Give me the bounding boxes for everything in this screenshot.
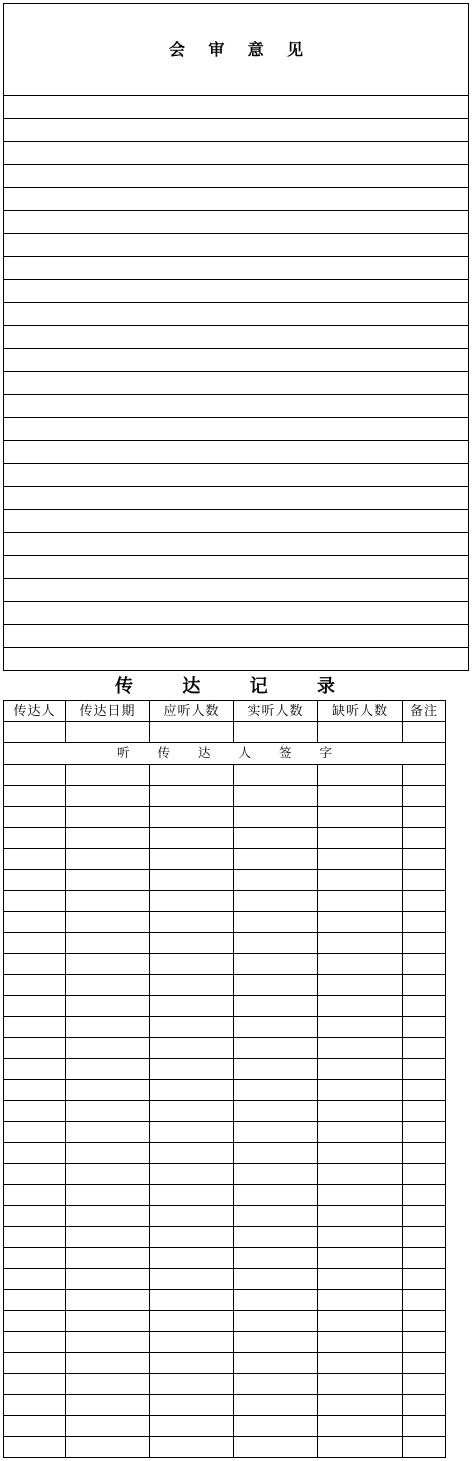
signature-cell — [150, 1227, 234, 1248]
signature-row — [4, 1395, 446, 1416]
signature-cell — [150, 1248, 234, 1269]
signature-cell — [66, 1269, 150, 1290]
signature-row — [4, 1416, 446, 1437]
signature-cell — [234, 1101, 318, 1122]
signature-cell — [66, 1059, 150, 1080]
spaced-char: 达 — [182, 676, 201, 697]
signature-cell — [4, 954, 66, 975]
review-blank-line — [4, 463, 468, 486]
review-blank-line — [4, 141, 468, 164]
signature-row — [4, 807, 446, 828]
signature-header-cell — [4, 743, 446, 765]
signature-cell — [318, 891, 403, 912]
signature-cell — [234, 954, 318, 975]
review-title — [169, 40, 303, 60]
review-blank-line — [4, 509, 468, 532]
signature-cell — [150, 786, 234, 807]
signature-cell — [66, 1080, 150, 1101]
signature-cell — [66, 1206, 150, 1227]
signature-cell — [318, 954, 403, 975]
signature-cell — [150, 1206, 234, 1227]
signature-cell — [403, 1248, 446, 1269]
review-blank-line — [4, 578, 468, 601]
signature-cell — [234, 1332, 318, 1353]
signature-row — [4, 996, 446, 1017]
signature-cell — [318, 849, 403, 870]
signature-cell — [66, 1017, 150, 1038]
spaced-char: 审 — [208, 40, 225, 59]
signature-cell — [403, 1269, 446, 1290]
signature-cell — [403, 1017, 446, 1038]
signature-cell — [403, 870, 446, 891]
signature-row — [4, 1437, 446, 1458]
signature-cell — [150, 1374, 234, 1395]
signature-row — [4, 1248, 446, 1269]
signature-cell — [66, 1395, 150, 1416]
signature-cell — [234, 1416, 318, 1437]
signature-cell — [403, 1395, 446, 1416]
signature-cell — [150, 870, 234, 891]
signature-cell — [318, 1185, 403, 1206]
signature-cell — [150, 765, 234, 786]
signature-cell — [318, 765, 403, 786]
signature-cell — [403, 1416, 446, 1437]
signature-cell — [234, 786, 318, 807]
signature-header-row — [4, 743, 446, 765]
review-blank-line — [4, 325, 468, 348]
signature-cell — [150, 1311, 234, 1332]
spaced-char: 录 — [316, 676, 335, 697]
review-blank-line — [4, 164, 468, 187]
signature-cell — [150, 807, 234, 828]
signature-cell — [318, 1206, 403, 1227]
signature-cell — [234, 1374, 318, 1395]
signature-cell — [403, 1080, 446, 1101]
signature-cell — [4, 891, 66, 912]
record-entry-cell — [150, 722, 234, 743]
column-header-remarks: 备注 — [403, 701, 446, 722]
signature-cell — [150, 1437, 234, 1458]
record-entry-cell — [234, 722, 318, 743]
signature-cell — [150, 1395, 234, 1416]
signature-cell — [234, 849, 318, 870]
signature-cell — [318, 1164, 403, 1185]
signature-cell — [234, 765, 318, 786]
review-blank-line — [4, 555, 468, 578]
signature-cell — [234, 1185, 318, 1206]
signature-cell — [4, 786, 66, 807]
signature-cell — [66, 933, 150, 954]
review-blank-line — [4, 440, 468, 463]
signature-cell — [318, 1416, 403, 1437]
column-header-date: 传达日期 — [66, 701, 150, 722]
signature-cell — [403, 933, 446, 954]
signature-cell — [4, 1164, 66, 1185]
signature-cell — [150, 828, 234, 849]
signature-cell — [4, 975, 66, 996]
signature-cell — [150, 933, 234, 954]
signature-row — [4, 891, 446, 912]
signature-cell — [234, 1353, 318, 1374]
signature-row — [4, 1290, 446, 1311]
review-blank-line — [4, 647, 468, 670]
signature-cell — [66, 1185, 150, 1206]
signature-cell — [150, 891, 234, 912]
signature-cell — [403, 1311, 446, 1332]
signature-cell — [234, 933, 318, 954]
signature-cell — [150, 1038, 234, 1059]
signature-cell — [318, 1122, 403, 1143]
signature-cell — [150, 1269, 234, 1290]
review-blank-line — [4, 95, 468, 118]
signature-row — [4, 1038, 446, 1059]
signature-cell — [66, 954, 150, 975]
review-blank-line — [4, 394, 468, 417]
signature-cell — [66, 1101, 150, 1122]
signature-cell — [66, 786, 150, 807]
record-entry-row — [4, 722, 446, 743]
signature-cell — [318, 1038, 403, 1059]
signature-cell — [403, 1038, 446, 1059]
signature-cell — [66, 807, 150, 828]
review-blank-line — [4, 279, 468, 302]
signature-cell — [4, 1332, 66, 1353]
signature-cell — [403, 912, 446, 933]
signature-row — [4, 912, 446, 933]
signature-cell — [4, 1395, 66, 1416]
signature-cell — [403, 891, 446, 912]
signature-cell — [403, 1185, 446, 1206]
signature-cell — [403, 996, 446, 1017]
review-blank-line — [4, 601, 468, 624]
signature-cell — [150, 1017, 234, 1038]
signature-cell — [403, 1206, 446, 1227]
signature-row — [4, 1059, 446, 1080]
signature-cell — [403, 1059, 446, 1080]
signature-cell — [318, 1332, 403, 1353]
signature-cell — [403, 828, 446, 849]
signature-cell — [66, 1248, 150, 1269]
signature-cell — [234, 1227, 318, 1248]
signature-row — [4, 1269, 446, 1290]
signature-cell — [4, 1101, 66, 1122]
signature-cell — [150, 1416, 234, 1437]
signature-cell — [66, 849, 150, 870]
signature-cell — [318, 1290, 403, 1311]
signature-cell — [234, 1290, 318, 1311]
column-header-absent-count: 缺听人数 — [318, 701, 403, 722]
review-blank-line — [4, 348, 468, 371]
signature-cell — [66, 1227, 150, 1248]
review-blank-line — [4, 118, 468, 141]
signature-rows — [4, 765, 446, 1458]
signature-cell — [403, 1164, 446, 1185]
signature-cell — [318, 1059, 403, 1080]
signature-cell — [4, 1206, 66, 1227]
signature-cell — [318, 807, 403, 828]
signature-cell — [66, 1122, 150, 1143]
signature-cell — [234, 1395, 318, 1416]
review-blank-line — [4, 233, 468, 256]
signature-cell — [4, 849, 66, 870]
signature-cell — [403, 807, 446, 828]
signature-cell — [4, 1038, 66, 1059]
spaced-char: 传 — [115, 676, 133, 697]
signature-cell — [234, 1311, 318, 1332]
review-blank-line — [4, 256, 468, 279]
signature-cell — [4, 828, 66, 849]
signature-cell — [403, 786, 446, 807]
column-header-row — [4, 701, 446, 722]
signature-cell — [234, 1059, 318, 1080]
signature-cell — [318, 1143, 403, 1164]
spaced-char: 见 — [286, 40, 303, 59]
signature-cell — [150, 954, 234, 975]
signature-cell — [318, 786, 403, 807]
signature-cell — [234, 891, 318, 912]
signature-cell — [403, 975, 446, 996]
review-blank-line — [4, 532, 468, 555]
signature-cell — [4, 1311, 66, 1332]
record-entry-cell — [403, 722, 446, 743]
signature-cell — [150, 1164, 234, 1185]
signature-cell — [4, 1290, 66, 1311]
signature-cell — [234, 975, 318, 996]
signature-cell — [4, 1080, 66, 1101]
signature-cell — [4, 1248, 66, 1269]
signature-row — [4, 870, 446, 891]
signature-row — [4, 849, 446, 870]
transmission-record-title — [115, 676, 335, 698]
review-blank-line — [4, 417, 468, 440]
signature-cell — [66, 1038, 150, 1059]
signature-cell — [66, 828, 150, 849]
review-blank-line — [4, 371, 468, 394]
signature-row — [4, 765, 446, 786]
signature-cell — [150, 975, 234, 996]
review-blank-line — [4, 624, 468, 647]
signature-cell — [403, 849, 446, 870]
signature-cell — [4, 1185, 66, 1206]
review-blank-line — [4, 486, 468, 509]
signature-cell — [66, 1143, 150, 1164]
signature-cell — [318, 1017, 403, 1038]
signature-cell — [403, 954, 446, 975]
signature-row — [4, 828, 446, 849]
signature-cell — [66, 1332, 150, 1353]
signature-cell — [403, 1143, 446, 1164]
signature-cell — [318, 996, 403, 1017]
signature-cell — [318, 1080, 403, 1101]
signature-cell — [403, 1227, 446, 1248]
signature-cell — [4, 870, 66, 891]
spaced-char: 传 — [157, 745, 170, 761]
signature-cell — [4, 1143, 66, 1164]
signature-cell — [318, 1101, 403, 1122]
spaced-char: 达 — [197, 745, 211, 761]
signature-cell — [4, 1059, 66, 1080]
signature-cell — [234, 1248, 318, 1269]
signature-cell — [4, 1437, 66, 1458]
signature-cell — [403, 1437, 446, 1458]
signature-cell — [318, 933, 403, 954]
signature-cell — [150, 1101, 234, 1122]
signature-label — [117, 747, 332, 761]
signature-cell — [150, 1080, 234, 1101]
signature-cell — [4, 996, 66, 1017]
signature-cell — [66, 1311, 150, 1332]
signature-cell — [318, 1437, 403, 1458]
signature-cell — [150, 996, 234, 1017]
signature-cell — [318, 975, 403, 996]
signature-cell — [403, 1353, 446, 1374]
signature-cell — [318, 870, 403, 891]
signature-cell — [234, 807, 318, 828]
signature-cell — [318, 1353, 403, 1374]
spaced-char: 字 — [319, 745, 332, 761]
spaced-char: 意 — [247, 40, 264, 59]
signature-cell — [234, 1269, 318, 1290]
signature-cell — [66, 1290, 150, 1311]
signature-cell — [4, 1374, 66, 1395]
signature-cell — [150, 1353, 234, 1374]
signature-cell — [150, 912, 234, 933]
signature-row — [4, 933, 446, 954]
record-entry-cell — [4, 722, 66, 743]
signature-cell — [66, 975, 150, 996]
signature-cell — [318, 828, 403, 849]
signature-row — [4, 1353, 446, 1374]
signature-cell — [318, 1395, 403, 1416]
signature-cell — [403, 765, 446, 786]
signature-cell — [234, 1038, 318, 1059]
signature-cell — [234, 1122, 318, 1143]
review-blank-line — [4, 302, 468, 325]
signature-cell — [4, 1416, 66, 1437]
signature-cell — [4, 807, 66, 828]
signature-cell — [66, 891, 150, 912]
review-blank-line — [4, 187, 468, 210]
signature-cell — [234, 1206, 318, 1227]
column-header-expected-count: 应听人数 — [150, 701, 234, 722]
signature-cell — [318, 1227, 403, 1248]
signature-cell — [66, 1437, 150, 1458]
signature-row — [4, 1017, 446, 1038]
signature-cell — [403, 1374, 446, 1395]
signature-row — [4, 975, 446, 996]
signature-cell — [4, 933, 66, 954]
signature-cell — [4, 912, 66, 933]
signature-cell — [66, 996, 150, 1017]
signature-cell — [234, 828, 318, 849]
review-title-area — [4, 4, 468, 95]
record-entry-cell — [318, 722, 403, 743]
signature-cell — [66, 1164, 150, 1185]
signature-cell — [318, 912, 403, 933]
signature-cell — [150, 1122, 234, 1143]
signature-cell — [234, 1437, 318, 1458]
signature-cell — [318, 1269, 403, 1290]
signature-row — [4, 1332, 446, 1353]
signature-cell — [234, 1164, 318, 1185]
signature-cell — [403, 1290, 446, 1311]
signature-cell — [150, 1332, 234, 1353]
signature-cell — [234, 996, 318, 1017]
signature-cell — [403, 1101, 446, 1122]
signature-row — [4, 786, 446, 807]
signature-row — [4, 1101, 446, 1122]
signature-cell — [150, 849, 234, 870]
signature-cell — [234, 1080, 318, 1101]
signature-cell — [4, 1353, 66, 1374]
signature-cell — [234, 912, 318, 933]
signature-cell — [66, 912, 150, 933]
review-opinion-box — [3, 3, 469, 671]
signature-cell — [4, 1269, 66, 1290]
signature-cell — [318, 1311, 403, 1332]
record-entry-cell — [66, 722, 150, 743]
signature-row — [4, 954, 446, 975]
signature-cell — [4, 1227, 66, 1248]
signature-cell — [403, 1122, 446, 1143]
signature-row — [4, 1122, 446, 1143]
spaced-char: 记 — [249, 676, 268, 697]
spaced-char: 签 — [278, 745, 292, 761]
transmission-record-table — [3, 700, 446, 1458]
signature-cell — [150, 1059, 234, 1080]
signature-cell — [150, 1185, 234, 1206]
signature-cell — [66, 1353, 150, 1374]
signature-cell — [234, 1143, 318, 1164]
signature-cell — [66, 1374, 150, 1395]
review-blank-line — [4, 210, 468, 233]
signature-cell — [4, 1017, 66, 1038]
signature-row — [4, 1206, 446, 1227]
signature-cell — [318, 1248, 403, 1269]
signature-cell — [66, 870, 150, 891]
record-head — [4, 701, 446, 765]
column-header-transmitter: 传达人 — [4, 701, 66, 722]
signature-cell — [4, 1122, 66, 1143]
signature-row — [4, 1227, 446, 1248]
signature-cell — [4, 765, 66, 786]
signature-cell — [66, 1416, 150, 1437]
spaced-char: 人 — [238, 745, 251, 761]
signature-row — [4, 1143, 446, 1164]
column-header-actual-count: 实听人数 — [234, 701, 318, 722]
signature-cell — [150, 1143, 234, 1164]
spaced-char: 会 — [169, 40, 186, 59]
signature-row — [4, 1164, 446, 1185]
signature-cell — [234, 870, 318, 891]
signature-row — [4, 1311, 446, 1332]
signature-row — [4, 1080, 446, 1101]
signature-cell — [403, 1332, 446, 1353]
signature-cell — [318, 1374, 403, 1395]
signature-cell — [66, 765, 150, 786]
signature-cell — [150, 1290, 234, 1311]
spaced-char: 听 — [117, 745, 130, 761]
signature-row — [4, 1374, 446, 1395]
signature-cell — [234, 1017, 318, 1038]
signature-row — [4, 1185, 446, 1206]
